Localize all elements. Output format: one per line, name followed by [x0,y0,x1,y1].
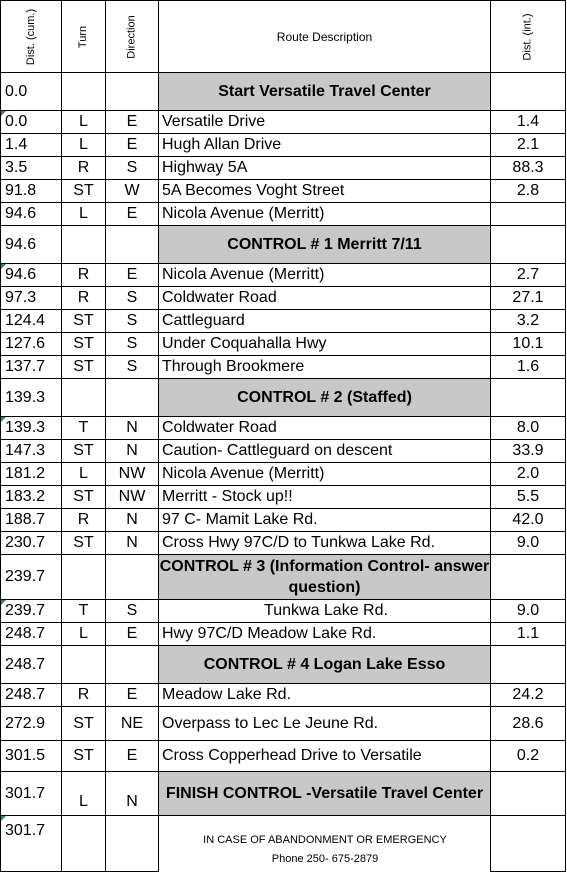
route-description-cell [159,134,491,157]
dist-cum-text: 301.5 [5,747,46,764]
dist-int-cell [491,440,566,463]
route-description-cell [159,417,491,440]
turn-cell [62,816,106,872]
dist-cum-text: 147.3 [5,442,46,459]
dist-cum-cell [0,310,62,333]
route-description-text: Nicola Avenue (Merritt) [162,465,325,482]
dist-int-cell [491,486,566,509]
dist-cum-text: 248.7 [5,655,46,673]
turn-cell [62,532,106,555]
dist-int-cell [491,555,566,600]
dist-cum-cell [0,600,62,623]
turn-cell [62,417,106,440]
route-description-text: Nicola Avenue (Merritt) [162,266,325,283]
route-description-text: Cross Hwy 97C/D to Tunkwa Lake Rd. [162,534,435,551]
route-description-cell [159,180,491,203]
dist-int-cell [491,379,566,417]
turn-cell [62,440,106,463]
direction-cell [106,111,159,134]
dist-cum-text: 0.0 [5,113,28,130]
direction-text: N [126,442,138,459]
header-route-description-label: Route Description [276,29,373,44]
dist-int-cell [491,264,566,287]
dist-int-cell [491,157,566,180]
dist-int-cell [491,816,566,872]
dist-cum-cell [0,772,62,816]
route-description-text: 97 C- Mamit Lake Rd. [162,511,318,528]
dist-cum-text: 181.2 [5,465,46,482]
dist-cum-cell [0,73,62,111]
control-description-text: Start Versatile Travel Center [218,83,431,100]
header-dist-int-label: Dist. (int.) [522,12,534,61]
dist-cum-text: 248.7 [5,625,46,642]
dist-int-text: 5.5 [516,488,540,505]
route-description-text: Cattleguard [162,312,245,329]
cell-comment-marker [1,816,6,821]
header-direction-label: Direction [126,14,138,59]
dist-cum-cell [0,287,62,310]
turn-cell [62,684,106,707]
direction-cell [106,417,159,440]
dist-int-cell [491,134,566,157]
route-description-cell [159,707,491,741]
turn-text: ST [73,747,94,764]
direction-cell [106,356,159,379]
dist-int-text: 27.1 [512,289,544,306]
control-description-text: CONTROL # 3 (Information Control- answer question) [159,558,490,596]
dist-cum-text: 137.7 [5,358,46,375]
direction-cell [106,134,159,157]
route-description-cell [159,440,491,463]
route-description-cell [159,684,491,707]
direction-cell [106,741,159,772]
dist-int-text: 33.9 [512,442,544,459]
route-description-text: Highway 5A [162,159,248,176]
dist-cum-cell [0,741,62,772]
dist-cum-text: 3.5 [5,159,28,176]
dist-int-cell [491,111,566,134]
cell-comment-marker [1,111,6,116]
dist-cum-text: 301.7 [5,822,46,839]
dist-int-text: 9.0 [516,534,540,551]
dist-cum-text: 239.7 [5,602,46,619]
turn-text: R [77,511,90,528]
route-description-text: Tunkwa Lake Rd. [264,602,388,619]
direction-cell [106,73,159,111]
direction-cell [106,180,159,203]
turn-cell [62,134,106,157]
turn-text: R [77,686,90,703]
route-description-text: Cross Copperhead Drive to Versatile [162,747,422,764]
route-description-text: Meadow Lake Rd. [162,686,291,703]
dist-int-text: 2.8 [516,182,540,199]
route-description-text: Coldwater Road [162,419,277,436]
turn-cell [62,646,106,684]
dist-cum-cell [0,707,62,741]
dist-int-cell [491,287,566,310]
turn-text: T [78,419,89,436]
header-dist-cum-label: Dist. (cum.) [24,8,37,65]
control-description-text: CONTROL # 2 (Staffed) [237,389,412,406]
dist-cum-text: 124.4 [5,312,46,329]
dist-cum-text: 183.2 [5,488,46,505]
dist-cum-text: 248.7 [5,686,46,703]
dist-cum-cell [0,532,62,555]
turn-cell [62,310,106,333]
dist-cum-cell [0,684,62,707]
direction-cell [106,264,159,287]
turn-text: T [78,602,89,619]
turn-cell [62,509,106,532]
dist-cum-text: 97.3 [5,289,37,306]
direction-cell [106,440,159,463]
route-description-cell [159,623,491,646]
direction-cell [106,555,159,600]
turn-cell [62,180,106,203]
cell-comment-marker [1,264,6,269]
dist-cum-cell [0,379,62,417]
turn-cell [62,707,106,741]
dist-cum-cell [0,417,62,440]
header-turn-label: Turn [77,25,90,48]
turn-cell [62,203,106,226]
turn-text: ST [73,534,94,551]
direction-cell [106,157,159,180]
route-description-cell [159,532,491,555]
emergency-note: IN CASE OF ABANDONMENT OR EMERGENCY [203,834,447,846]
direction-cell [106,532,159,555]
dist-cum-text: 139.3 [5,419,46,436]
dist-int-cell [491,741,566,772]
direction-cell [106,463,159,486]
dist-int-cell [491,310,566,333]
route-description-cell [159,310,491,333]
direction-text: S [126,159,138,176]
route-description-text: Hwy 97C/D Meadow Lake Rd. [162,625,377,642]
route-description-cell [159,486,491,509]
dist-int-text: 2.0 [516,465,540,482]
dist-int-text: 10.1 [512,335,544,352]
direction-text: NW [118,465,146,482]
direction-cell [106,816,159,872]
dist-cum-text: 301.7 [5,784,46,802]
turn-text: L [79,793,88,810]
header-dist-cum [0,0,62,73]
direction-text: E [126,205,138,222]
turn-text: R [77,159,90,176]
direction-text: NE [120,714,144,732]
route-description-cell [159,741,491,772]
direction-text: E [126,747,138,764]
control-description-cell [159,226,491,264]
dist-int-cell [491,73,566,111]
dist-cum-cell [0,203,62,226]
direction-cell [106,310,159,333]
route-description-cell [159,264,491,287]
turn-text: ST [73,335,94,352]
route-description-text: Under Coquahalla Hwy [162,335,327,352]
direction-text: E [126,625,138,642]
direction-text: N [126,793,138,810]
dist-int-text: 28.6 [512,714,544,732]
control-description-text: FINISH CONTROL -Versatile Travel Center [165,785,484,802]
dist-int-cell [491,646,566,684]
route-description-cell [159,333,491,356]
dist-int-text: 42.0 [512,511,544,528]
turn-cell [62,600,106,623]
dist-int-cell [491,417,566,440]
dist-cum-text: 94.6 [5,235,37,253]
turn-text: ST [73,312,94,329]
turn-cell [62,111,106,134]
dist-cum-cell [0,463,62,486]
dist-int-text: 2.1 [516,136,540,153]
dist-cum-text: 1.4 [5,136,28,153]
route-description-text: Overpass to Lec Le Jeune Rd. [162,714,379,732]
dist-cum-cell [0,333,62,356]
turn-cell [62,623,106,646]
turn-cell [62,741,106,772]
direction-cell [106,509,159,532]
dist-cum-text: 91.8 [5,182,37,199]
turn-text: ST [73,714,94,732]
emergency-phone: Phone 250- 675-2879 [271,853,379,865]
dist-int-text: 3.2 [516,312,540,329]
dist-cum-cell [0,816,62,872]
dist-int-text: 9.0 [516,602,540,619]
dist-int-cell [491,356,566,379]
control-description-cell [159,379,491,417]
direction-text: S [126,358,138,375]
dist-cum-cell [0,226,62,264]
dist-cum-text: 188.7 [5,511,46,528]
direction-cell [106,287,159,310]
direction-cell [106,623,159,646]
turn-text: L [79,205,88,222]
turn-cell [62,333,106,356]
turn-text: ST [73,182,94,199]
turn-cell [62,379,106,417]
control-description-text: CONTROL # 4 Logan Lake Esso [203,656,446,673]
direction-cell [106,646,159,684]
turn-cell [62,772,106,816]
route-description-cell [159,157,491,180]
route-description-text: Nicola Avenue (Merritt) [162,205,325,222]
turn-text: ST [73,358,94,375]
direction-text: S [126,312,138,329]
dist-int-text: 1.4 [516,113,540,130]
direction-cell [106,226,159,264]
cell-comment-marker [1,600,6,605]
header-route-description [159,0,491,73]
dist-int-cell [491,684,566,707]
route-description-text: Through Brookmere [162,358,305,375]
dist-int-cell [491,509,566,532]
control-description-cell [159,555,491,600]
turn-text: R [77,266,90,283]
dist-cum-cell [0,555,62,600]
turn-cell [62,73,106,111]
route-description-cell [159,600,491,623]
direction-text: E [126,136,138,153]
header-direction [106,0,159,73]
direction-text: E [126,113,138,130]
route-description-text: Hugh Allan Drive [162,136,282,153]
dist-cum-text: 94.6 [5,266,37,283]
dist-int-cell [491,707,566,741]
dist-cum-text: 230.7 [5,534,46,551]
route-description-cell [159,287,491,310]
turn-cell [62,486,106,509]
dist-cum-cell [0,111,62,134]
route-description-cell [159,203,491,226]
direction-cell [106,379,159,417]
dist-int-cell [491,600,566,623]
direction-text: N [126,534,138,551]
turn-text: L [79,136,88,153]
header-turn [62,0,106,73]
direction-cell [106,486,159,509]
direction-cell [106,333,159,356]
dist-cum-cell [0,180,62,203]
direction-cell [106,707,159,741]
dist-cum-text: 94.6 [5,205,37,222]
route-description-cell [159,111,491,134]
route-description-text: Coldwater Road [162,289,277,306]
dist-int-cell [491,203,566,226]
control-description-text: CONTROL # 1 Merritt 7/11 [227,236,422,253]
direction-text: W [124,182,140,199]
direction-text: S [126,289,138,306]
direction-cell [106,772,159,816]
dist-cum-cell [0,646,62,684]
dist-cum-text: 239.7 [5,568,46,585]
route-description-cell [159,463,491,486]
direction-text: E [126,266,138,283]
direction-text: E [126,686,138,703]
control-description-cell [159,646,491,684]
dist-int-cell [491,772,566,816]
turn-text: R [77,289,90,306]
turn-text: L [79,625,88,642]
direction-text: N [126,511,138,528]
dist-cum-cell [0,623,62,646]
dist-cum-cell [0,356,62,379]
control-description-cell [159,772,491,816]
dist-cum-text: 272.9 [5,714,46,732]
dist-cum-cell [0,440,62,463]
route-description-text: Merritt - Stock up!! [162,488,293,505]
dist-int-cell [491,226,566,264]
cell-comment-marker [1,417,6,422]
direction-cell [106,203,159,226]
control-description-cell [159,73,491,111]
direction-text: S [126,602,138,619]
route-description-text: Versatile Drive [162,113,266,130]
route-description-text: 5A Becomes Voght Street [162,182,345,199]
turn-cell [62,226,106,264]
turn-text: L [79,465,88,482]
dist-cum-text: 0.0 [5,82,28,100]
turn-cell [62,463,106,486]
dist-cum-text: 127.6 [5,335,46,352]
dist-int-text: 2.7 [516,266,540,283]
turn-cell [62,264,106,287]
direction-text: NW [118,488,146,505]
dist-cum-cell [0,509,62,532]
dist-int-text: 8.0 [516,419,540,436]
direction-text: N [126,419,138,436]
emergency-footer [160,824,490,872]
turn-cell [62,287,106,310]
dist-int-text: 88.3 [512,159,544,176]
dist-int-text: 0.2 [516,747,540,764]
turn-cell [62,555,106,600]
turn-cell [62,356,106,379]
dist-int-text: 24.2 [512,686,544,703]
dist-cum-cell [0,134,62,157]
route-description-cell [159,356,491,379]
dist-cum-cell [0,157,62,180]
turn-cell [62,157,106,180]
dist-int-cell [491,532,566,555]
direction-cell [106,600,159,623]
turn-text: ST [73,488,94,505]
dist-cum-text: 139.3 [5,388,46,406]
turn-text: L [79,113,88,130]
dist-int-cell [491,333,566,356]
dist-int-text: 1.1 [516,625,540,642]
direction-text: S [126,335,138,352]
dist-int-cell [491,463,566,486]
header-dist-int [491,0,566,73]
direction-cell [106,684,159,707]
route-description-text: Caution- Cattleguard on descent [162,442,393,459]
dist-cum-cell [0,264,62,287]
dist-int-text: 1.6 [516,358,540,375]
dist-cum-cell [0,486,62,509]
route-description-cell [159,509,491,532]
dist-int-cell [491,180,566,203]
dist-int-cell [491,623,566,646]
turn-text: ST [73,442,94,459]
